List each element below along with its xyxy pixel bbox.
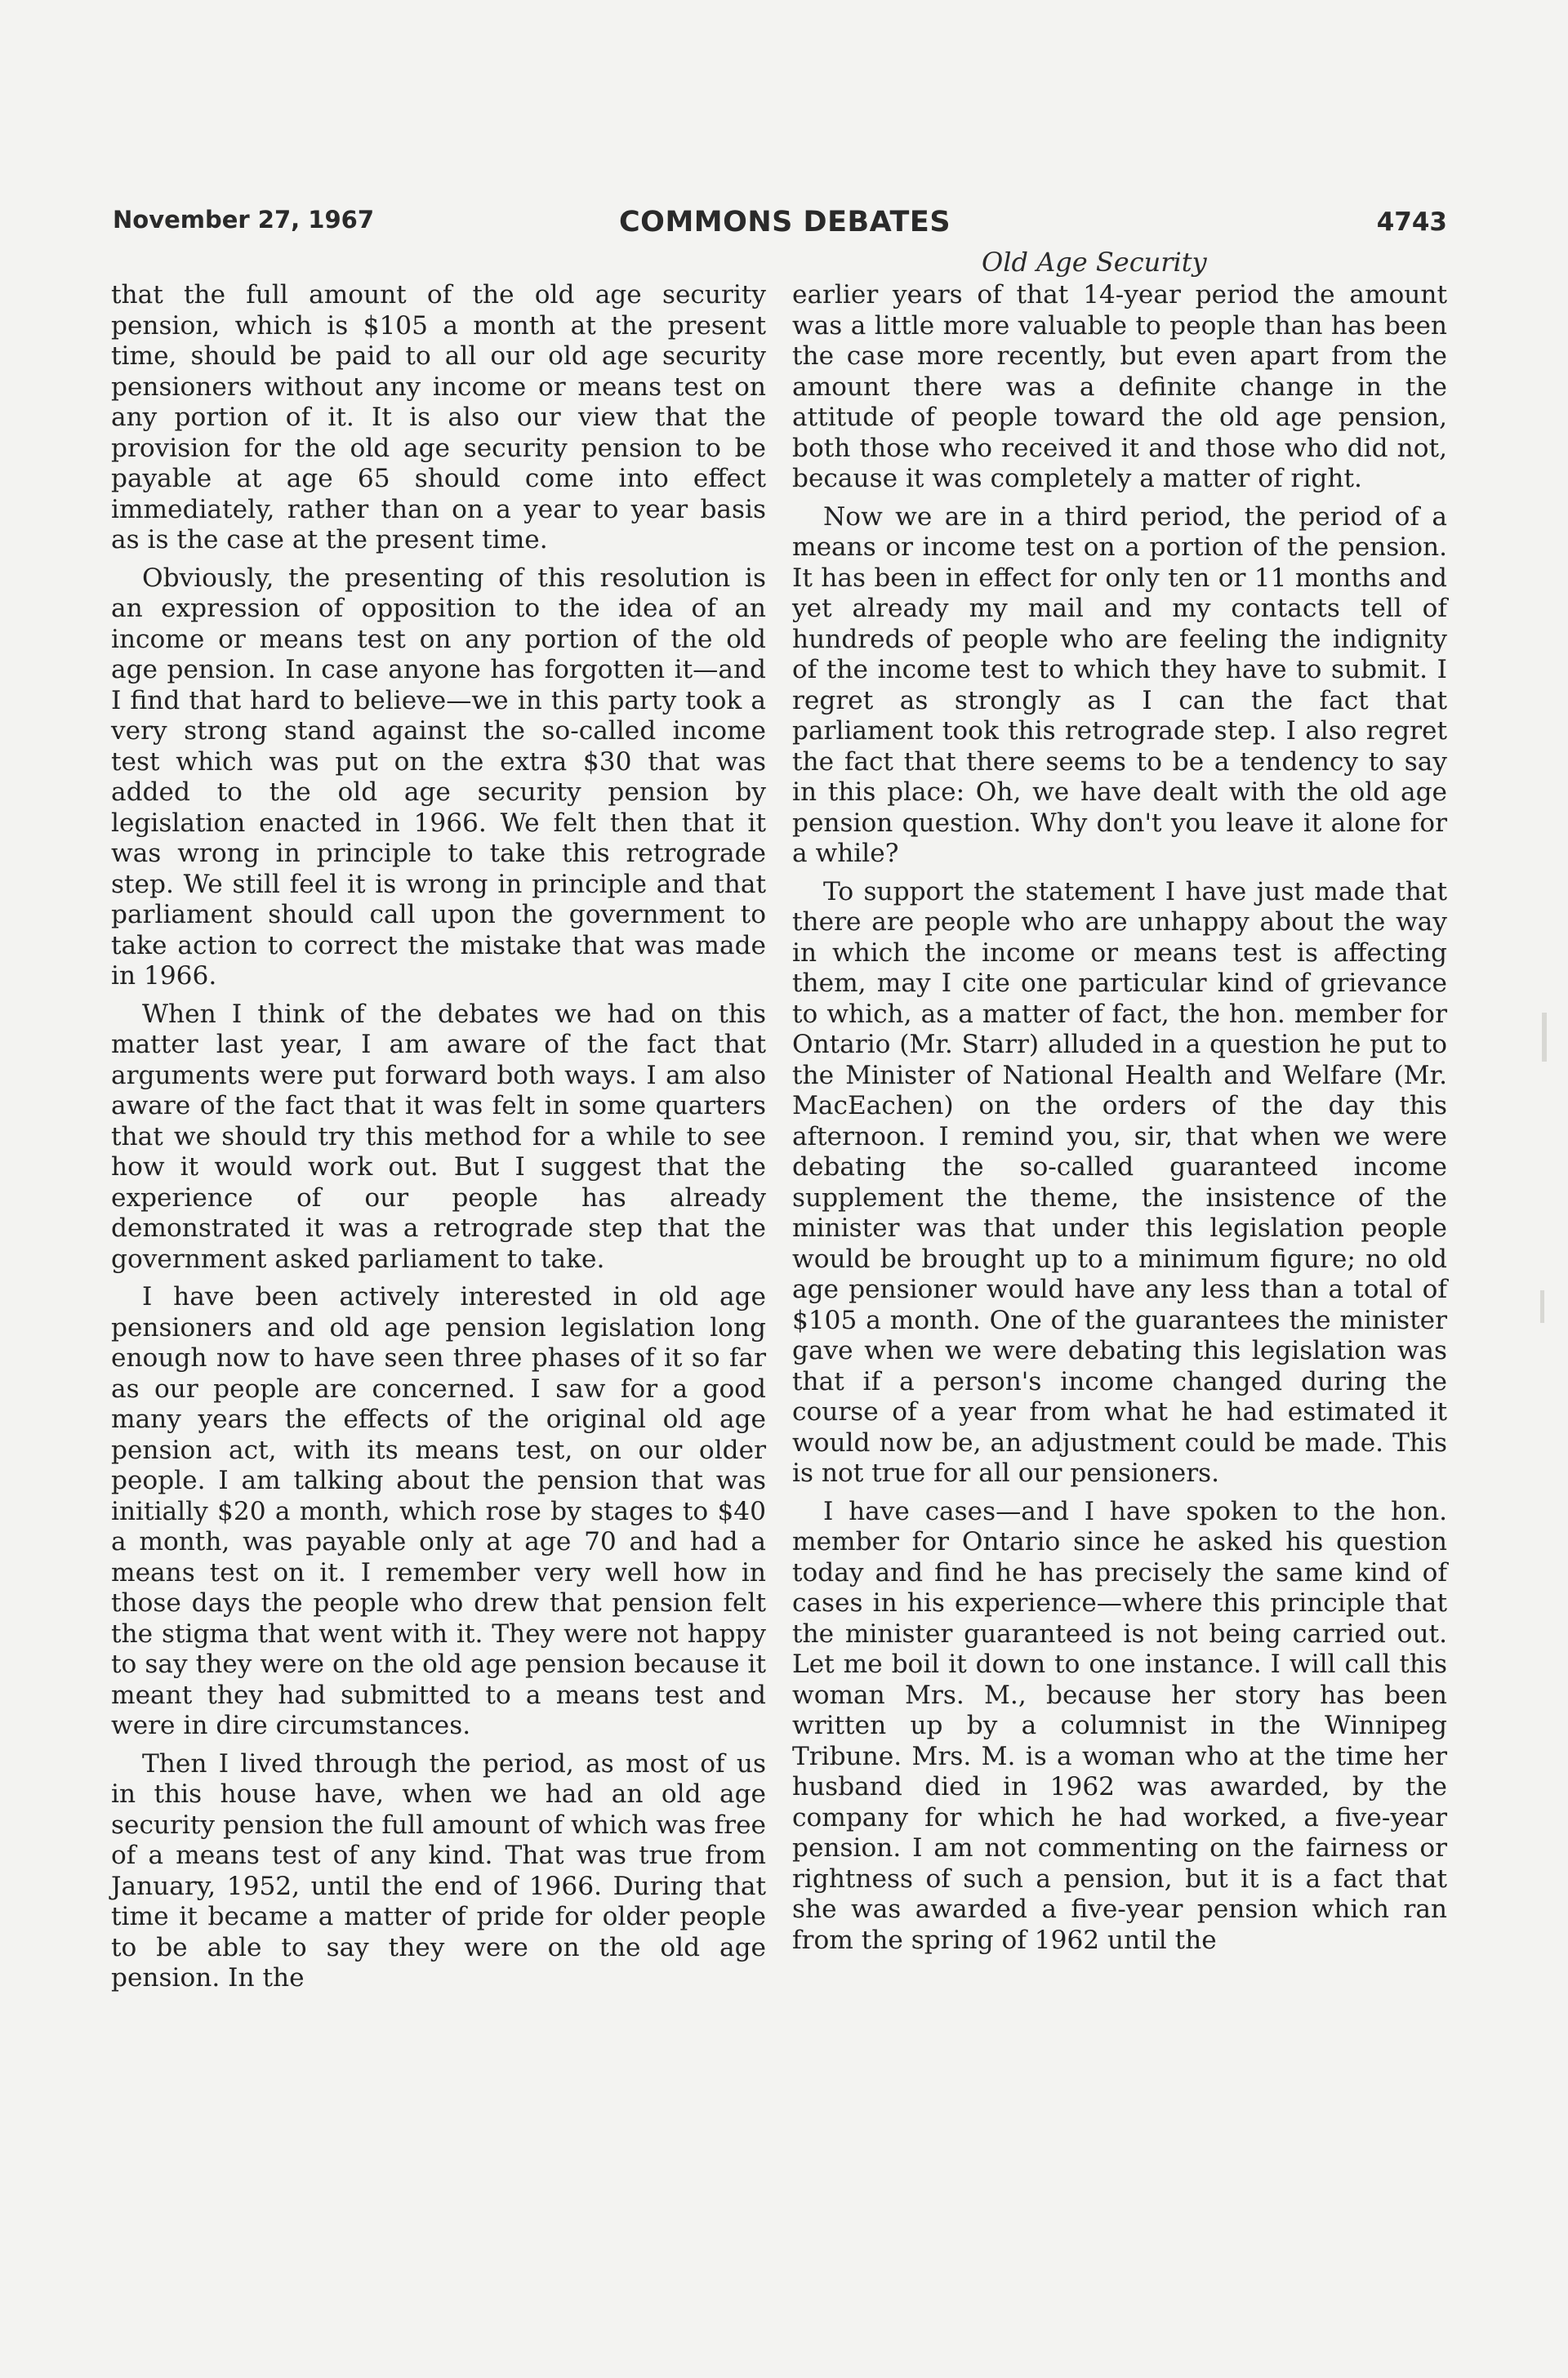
right-column (792, 280, 1447, 1963)
right-paragraph-2: Now we are in a third period, the period of a means or income test on a portion of the pension. It has been in effect for only ten or 11 months and yet already my mail and my contacts tell of hundreds of people who are feeling the indignity of the income test to which they have to submit. I regret as strongly as I can the fact that parliament took this retrograde step. I also regret the fact that there seems to be a tendency to say in this place: Oh, we have dealt with the old age pension question. Why don't you leave it alone for a while? (792, 501, 1447, 868)
page-header (113, 206, 1447, 242)
left-column (111, 280, 766, 2002)
header-page-number: 4743 (1376, 207, 1447, 237)
left-paragraph-4: I have been actively interested in old age pensioners and old age pension legislation long enough now to have seen three phases of it so far as our people are concerned. I saw for a good many years the effects of the original old age pension act, with its means test, on our older people. I am talking about the pension that was initially $20 a month, which rose by stages to $40 a month, was payable only at age 70 and had a means test on it. I remember very well how in those days the people who drew that pension felt the stigma that went with it. They were not happy to say they were on the old age pension because it meant they had submitted to a means test and were in dire circumstances. (111, 1282, 766, 1740)
right-paragraph-4: I have cases—and I have spoken to the hon. member for Ontario since he asked his question today and find he has precisely the same kind of cases in his experience—where this principle that the minister guaranteed is not being carried out. Let me boil it down to one instance. I will call this woman Mrs. M., because her story has been written up by a columnist in the Winnipeg Tribune. Mrs. M. is a woman who at the time her husband died in 1962 was awarded, by the company for which he had worked, a five-year pension. I am not commenting on the fairness or rightness of such a pension, but it is a fact that she was awarded a five-year pension which ran from the spring of 1962 until the (792, 1496, 1447, 1955)
section-title: Old Age Security (982, 247, 1207, 278)
scan-margin-mark (1540, 1290, 1544, 1323)
left-paragraph-2: Obviously, the presenting of this resolution is an expression of opposition to the idea of an income or means test on any portion of the old age pension. In case anyone has forgotten it—and I find that hard to believe—we in this party took a very strong stand against the so-called income test which was put on the extra $30 that was added to the old age security pension by legislation enacted in 1966. We felt then that it was wrong in principle to take this retrograde step. We still feel it is wrong in principle and that parliament should call upon the government to take action to correct the mistake that was made in 1966. (111, 563, 766, 991)
left-paragraph-1: that the full amount of the old age security pension, which is $105 a month at the present time, should be paid to all our old age security pensioners without any income or means test on any portion of it. It is also our view that the provision for the old age security pension to be payable at age 65 should come into effect immediately, rather than on a year to year basis as is the case at the present time. (111, 280, 766, 554)
header-date: November 27, 1967 (113, 206, 374, 234)
right-paragraph-3: To support the statement I have just made that there are people who are unhappy about the way in which the income or means test is affecting them, may I cite one particular kind of grievance to which, as a matter of fact, the hon. member for Ontario (Mr. Starr) alluded in a question he put to the Minister of National Health and Welfare (Mr. MacEachen) on the orders of the day this afternoon. I remind you, sir, that when we were debating the so-called guaranteed income supplement the theme, the insistence of the minister was that under this legislation people would be brought up to a minimum figure; no old age pensioner would have any less than a total of $105 a month. One of the guarantees the minister gave when we were debating this legislation was that if a person's income changed during the course of a year from what he had estimated it would now be, an adjustment could be made. This is not true for all our pensioners. (792, 876, 1447, 1488)
scan-margin-mark (1542, 1013, 1547, 1062)
header-title: COMMONS DEBATES (619, 206, 951, 238)
right-paragraph-1: earlier years of that 14-year period the amount was a little more valuable to people than has been the case more recently, but even apart from the amount there was a definite change in the attitude of people toward the old age pension, both those who received it and those who did not, because it was completely a matter of right. (792, 280, 1447, 493)
left-paragraph-3: When I think of the debates we had on this matter last year, I am aware of the fact that arguments were put forward both ways. I am also aware of the fact that it was felt in some quarters that we should try this method for a while to see how it would work out. But I suggest that the experience of our people has already demonstrated it was a retrograde step that the government asked parliament to take. (111, 999, 766, 1274)
left-paragraph-5: Then I lived through the period, as most of us in this house have, when we had an old age security pension the full amount of which was free of a means test of any kind. That was true from January, 1952, until the end of 1966. During that time it became a matter of pride for older people to be able to say they were on the old age pension. In the (111, 1748, 766, 1993)
